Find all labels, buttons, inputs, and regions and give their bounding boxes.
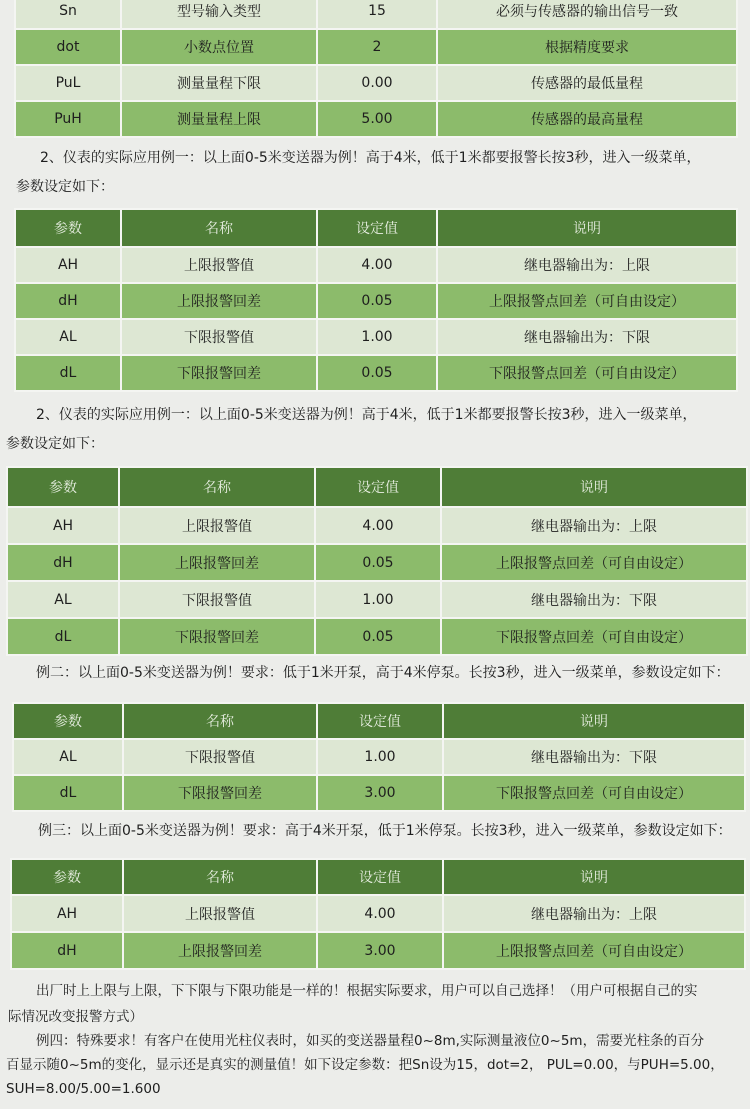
desc-cell: 继电器输出为：上限: [437, 247, 737, 283]
desc-cell: 下限报警点回差（可自由设定）: [441, 618, 747, 655]
param-cell: AL: [7, 581, 119, 618]
example3-text: 例三：以上面0-5米变送器为例！要求：高于4米开泵，低于1米停泵。长按3秒，进入一级菜单，参数设定如下：: [38, 823, 732, 839]
param-cell: dH: [7, 544, 119, 581]
table-row: [15, 283, 737, 319]
value-cell: 1.00: [317, 319, 437, 355]
value-cell: 15: [317, 0, 437, 29]
value-cell: 4.00: [315, 507, 441, 544]
header-param: 参数: [13, 703, 123, 739]
table-row: [15, 29, 737, 65]
example1-text-a: 2、仪表的实际应用例一：以上面0-5米变送器为例！高于4米，低于1米都要报警长按3秒，进入一级菜单，: [40, 150, 701, 166]
header-value: 设定值: [317, 859, 443, 895]
param-cell: PuH: [15, 101, 121, 137]
header-desc: 说明: [437, 209, 737, 247]
table-header-row: [11, 859, 745, 895]
example1-repeat-table: [6, 466, 748, 656]
name-cell: 下限报警回差: [123, 775, 317, 811]
header-param: 参数: [15, 209, 121, 247]
example3-table: [10, 858, 746, 970]
header-desc: 说明: [443, 859, 745, 895]
param-cell: dot: [15, 29, 121, 65]
param-cell: Sn: [15, 0, 121, 29]
name-cell: 下限报警值: [121, 319, 317, 355]
table-row: [7, 618, 747, 655]
name-cell: 测量量程下限: [121, 65, 317, 101]
header-param: 参数: [7, 467, 119, 507]
param-cell: AL: [15, 319, 121, 355]
header-name: 名称: [121, 209, 317, 247]
header-value: 设定值: [317, 209, 437, 247]
footer-note-line2: 际情况改变报警方式）: [8, 1009, 143, 1025]
example4-line3: SUH=8.00/5.00=1.600: [6, 1081, 161, 1097]
header-name: 名称: [123, 859, 317, 895]
name-cell: 下限报警回差: [121, 355, 317, 391]
table-row: [7, 544, 747, 581]
example1-text-b: 参数设定如下：: [16, 179, 114, 195]
header-name: 名称: [119, 467, 315, 507]
value-cell: 4.00: [317, 895, 443, 932]
table-row: [15, 101, 737, 137]
table-row: [7, 507, 747, 544]
name-cell: 上限报警值: [119, 507, 315, 544]
table-header-row: [13, 703, 745, 739]
param-cell: dL: [13, 775, 123, 811]
value-cell: 3.00: [317, 932, 443, 969]
header-value: 设定值: [317, 703, 443, 739]
param-cell: AH: [15, 247, 121, 283]
table-row: [15, 319, 737, 355]
desc-cell: 下限报警点回差（可自由设定）: [437, 355, 737, 391]
desc-cell: 继电器输出为：上限: [441, 507, 747, 544]
table-row: [15, 247, 737, 283]
param-cell: AH: [7, 507, 119, 544]
name-cell: 型号输入类型: [121, 0, 317, 29]
example2-table: [12, 702, 746, 812]
value-cell: 0.05: [315, 618, 441, 655]
name-cell: 下限报警回差: [119, 618, 315, 655]
value-cell: 0.00: [317, 65, 437, 101]
example2-text: 例二：以上面0-5米变送器为例！要求：低于1米开泵，高于4米停泵。长按3秒，进入一级菜单，参数设定如下：: [36, 665, 730, 681]
desc-cell: 继电器输出为：下限: [443, 739, 745, 775]
param-cell: dH: [15, 283, 121, 319]
value-cell: 0.05: [315, 544, 441, 581]
desc-cell: 继电器输出为：下限: [441, 581, 747, 618]
header-value: 设定值: [315, 467, 441, 507]
table-row: [15, 355, 737, 391]
header-desc: 说明: [441, 467, 747, 507]
desc-cell: 根据精度要求: [437, 29, 737, 65]
table-row: [11, 932, 745, 969]
footer-note-line1: 出厂时上上限与上限，下下限与下限功能是一样的！根据实际要求，用户可以自己选择！（用户可根据自己的实: [36, 983, 698, 999]
header-desc: 说明: [443, 703, 745, 739]
table-row: [11, 895, 745, 932]
header-name: 名称: [123, 703, 317, 739]
header-param: 参数: [11, 859, 123, 895]
param-cell: dH: [11, 932, 123, 969]
table-header-row: [7, 467, 747, 507]
example4-line2: 百显示随0~5m的变化，显示还是真实的测量值！如下设定参数：把Sn设为15，dot=2， PUL=0.00，与PUH=5.00，: [6, 1057, 724, 1073]
desc-cell: 传感器的最高量程: [437, 101, 737, 137]
name-cell: 上限报警回差: [121, 283, 317, 319]
value-cell: 3.00: [317, 775, 443, 811]
value-cell: 1.00: [317, 739, 443, 775]
name-cell: 下限报警值: [119, 581, 315, 618]
desc-cell: 传感器的最低量程: [437, 65, 737, 101]
table-row: [15, 65, 737, 101]
param-cell: AH: [11, 895, 123, 932]
example1-table: [14, 208, 738, 392]
value-cell: 4.00: [317, 247, 437, 283]
input-config-table: [14, 0, 738, 138]
example4-line1: 例四：特殊要求！有客户在使用光柱仪表时，如买的变送器量程0~8m,实际测量液位0~5m，需要光柱条的百分: [36, 1033, 705, 1049]
example1-repeat-text-a: 2、仪表的实际应用例一：以上面0-5米变送器为例！高于4米，低于1米都要报警长按3秒，进入一级菜单，: [36, 407, 697, 423]
table-row: [7, 581, 747, 618]
value-cell: 1.00: [315, 581, 441, 618]
name-cell: 小数点位置: [121, 29, 317, 65]
desc-cell: 上限报警点回差（可自由设定）: [441, 544, 747, 581]
param-cell: dL: [15, 355, 121, 391]
name-cell: 上限报警值: [123, 895, 317, 932]
table-header-row: [15, 209, 737, 247]
desc-cell: 下限报警点回差（可自由设定）: [443, 775, 745, 811]
desc-cell: 继电器输出为：上限: [443, 895, 745, 932]
value-cell: 5.00: [317, 101, 437, 137]
example1-repeat-text-b: 参数设定如下：: [6, 436, 104, 452]
name-cell: 上限报警回差: [119, 544, 315, 581]
value-cell: 2: [317, 29, 437, 65]
name-cell: 下限报警值: [123, 739, 317, 775]
name-cell: 测量量程上限: [121, 101, 317, 137]
param-cell: PuL: [15, 65, 121, 101]
table-row: [13, 775, 745, 811]
name-cell: 上限报警值: [121, 247, 317, 283]
value-cell: 0.05: [317, 283, 437, 319]
param-cell: AL: [13, 739, 123, 775]
name-cell: 上限报警回差: [123, 932, 317, 969]
desc-cell: 上限报警点回差（可自由设定）: [443, 932, 745, 969]
param-cell: dL: [7, 618, 119, 655]
table-row: [13, 739, 745, 775]
table-row: [15, 0, 737, 29]
desc-cell: 上限报警点回差（可自由设定）: [437, 283, 737, 319]
value-cell: 0.05: [317, 355, 437, 391]
desc-cell: 必须与传感器的输出信号一致: [437, 0, 737, 29]
desc-cell: 继电器输出为：下限: [437, 319, 737, 355]
